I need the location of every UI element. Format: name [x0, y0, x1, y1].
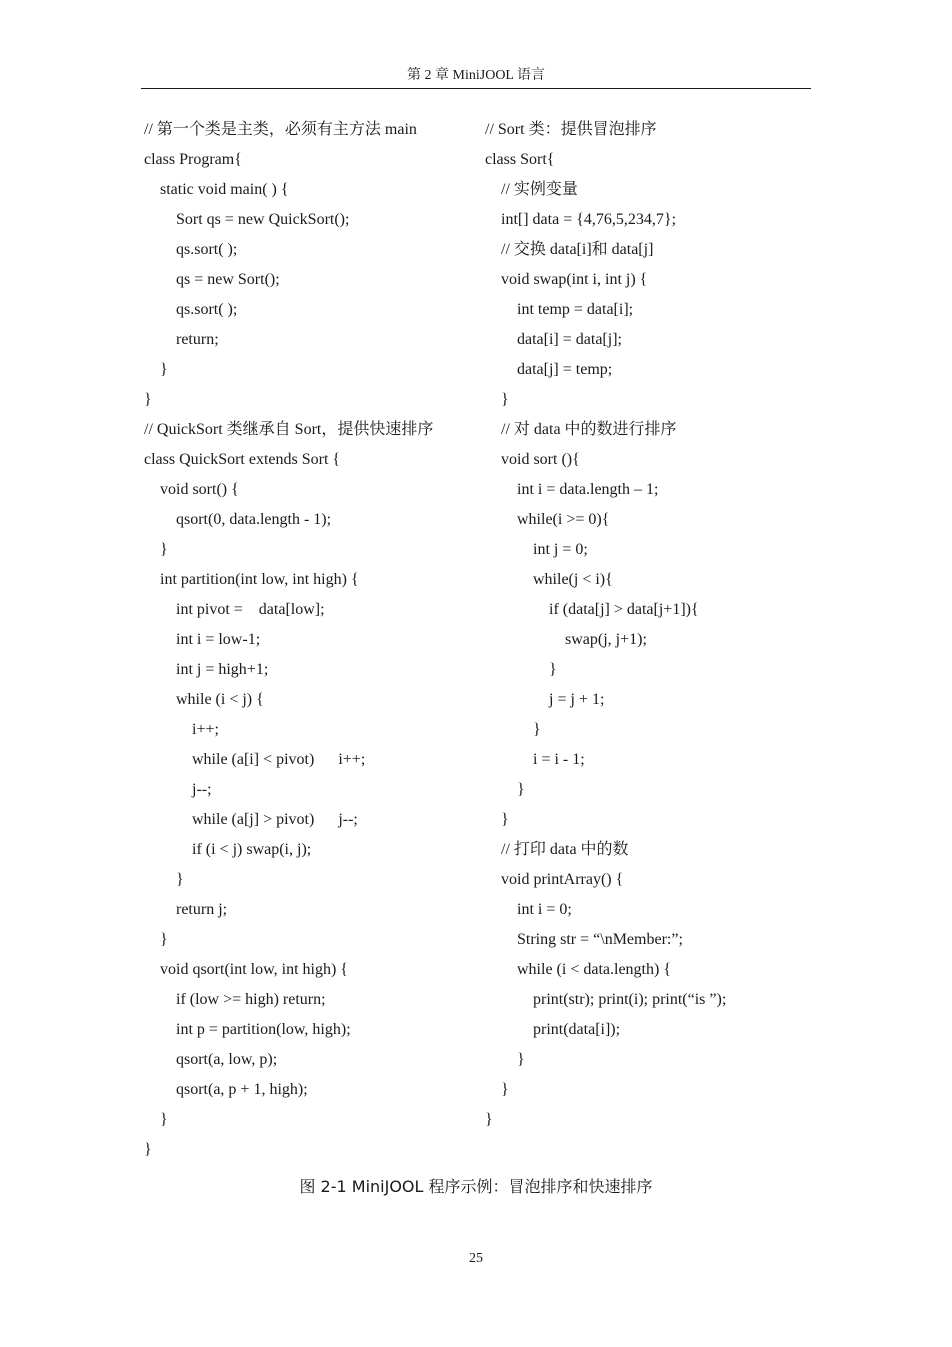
code-line: i++;: [144, 721, 219, 738]
code-line: swap(j, j+1);: [485, 631, 647, 648]
code-line: int p = partition(low, high);: [144, 1021, 351, 1038]
code-line: int i = low-1;: [144, 631, 261, 648]
code-line: }: [485, 661, 557, 678]
code-line: int i = data.length – 1;: [485, 481, 659, 498]
code-line: void sort (){: [485, 451, 580, 468]
code-line: j = j + 1;: [485, 691, 605, 708]
code-line: int temp = data[i];: [485, 301, 634, 318]
code-line: qs.sort( );: [144, 241, 238, 258]
running-header: 第 2 章 MiniJOOL 语言: [407, 68, 545, 83]
code-line: while (i < j) {: [144, 691, 264, 708]
code-line: if (data[j] > data[j+1]){: [485, 601, 699, 618]
code-line: int j = high+1;: [144, 661, 269, 678]
code-line: data[j] = temp;: [485, 361, 613, 378]
code-line: qsort(a, p + 1, high);: [144, 1081, 308, 1098]
code-line: qs.sort( );: [144, 301, 238, 318]
code-line: }: [144, 1111, 168, 1128]
code-line: int partition(int low, int high) {: [144, 571, 359, 588]
code-line: Sort qs = new QuickSort();: [144, 211, 350, 228]
code-line: // 交换 data[i]和 data[j]: [485, 241, 654, 258]
code-line: }: [485, 1111, 493, 1128]
code-line: while(j < i){: [485, 571, 613, 588]
code-line: }: [144, 871, 184, 888]
code-line: int j = 0;: [485, 541, 588, 558]
code-line: }: [144, 391, 152, 408]
code-line: void printArray() {: [485, 871, 624, 888]
code-line: // 第一个类是主类，必须有主方法 main: [144, 121, 417, 138]
figure-caption: 图 2-1 MiniJOOL 程序示例：冒泡排序和快速排序: [299, 1177, 653, 1196]
code-line: class Program{: [144, 151, 242, 168]
code-line: data[i] = data[j];: [485, 331, 622, 348]
code-line: while(i >= 0){: [485, 511, 610, 528]
code-line: while (a[j] > pivot) j--;: [144, 811, 358, 828]
code-line: }: [485, 721, 541, 738]
code-line: return;: [144, 331, 219, 348]
code-line: if (low >= high) return;: [144, 991, 326, 1008]
code-line: class QuickSort extends Sort {: [144, 451, 341, 468]
code-line: int pivot = data[low];: [144, 601, 325, 618]
code-line: // 打印 data 中的数: [485, 841, 629, 858]
code-column-right: [485, 115, 805, 1135]
code-line: }: [485, 1081, 509, 1098]
code-line: j--;: [144, 781, 212, 798]
code-line: print(str); print(i); print(“is ”);: [485, 991, 727, 1008]
page-number: 25: [469, 1251, 483, 1266]
code-line: // 对 data 中的数进行排序: [485, 421, 677, 438]
code-line: if (i < j) swap(i, j);: [144, 841, 312, 858]
code-line: qsort(0, data.length - 1);: [144, 511, 332, 528]
code-line: void swap(int i, int j) {: [485, 271, 648, 288]
code-line: while (i < data.length) {: [485, 961, 671, 978]
code-line: }: [485, 391, 509, 408]
code-line: }: [144, 931, 168, 948]
code-line: int i = 0;: [485, 901, 572, 918]
code-line: while (a[i] < pivot) i++;: [144, 751, 366, 768]
code-line: }: [485, 811, 509, 828]
code-line: void qsort(int low, int high) {: [144, 961, 348, 978]
code-line: // 实例变量: [485, 181, 578, 198]
code-line: }: [144, 541, 168, 558]
code-line: }: [485, 1051, 525, 1068]
code-line: print(data[i]);: [485, 1021, 621, 1038]
code-column-left: [144, 115, 479, 1165]
code-line: }: [144, 1141, 152, 1158]
code-line: }: [144, 361, 168, 378]
code-line: String str = “\nMember:”;: [485, 931, 683, 948]
code-line: static void main( ) {: [144, 181, 289, 198]
code-line: class Sort{: [485, 151, 555, 168]
code-line: qs = new Sort();: [144, 271, 280, 288]
code-line: i = i - 1;: [485, 751, 585, 768]
code-line: return j;: [144, 901, 228, 918]
code-line: }: [485, 781, 525, 798]
code-line: // Sort 类：提供冒泡排序: [485, 121, 657, 138]
header-rule: [141, 88, 811, 89]
code-line: // QuickSort 类继承自 Sort，提供快速排序: [144, 421, 434, 438]
code-line: qsort(a, low, p);: [144, 1051, 278, 1068]
code-line: int[] data = {4,76,5,234,7};: [485, 211, 677, 228]
code-line: void sort() {: [144, 481, 239, 498]
